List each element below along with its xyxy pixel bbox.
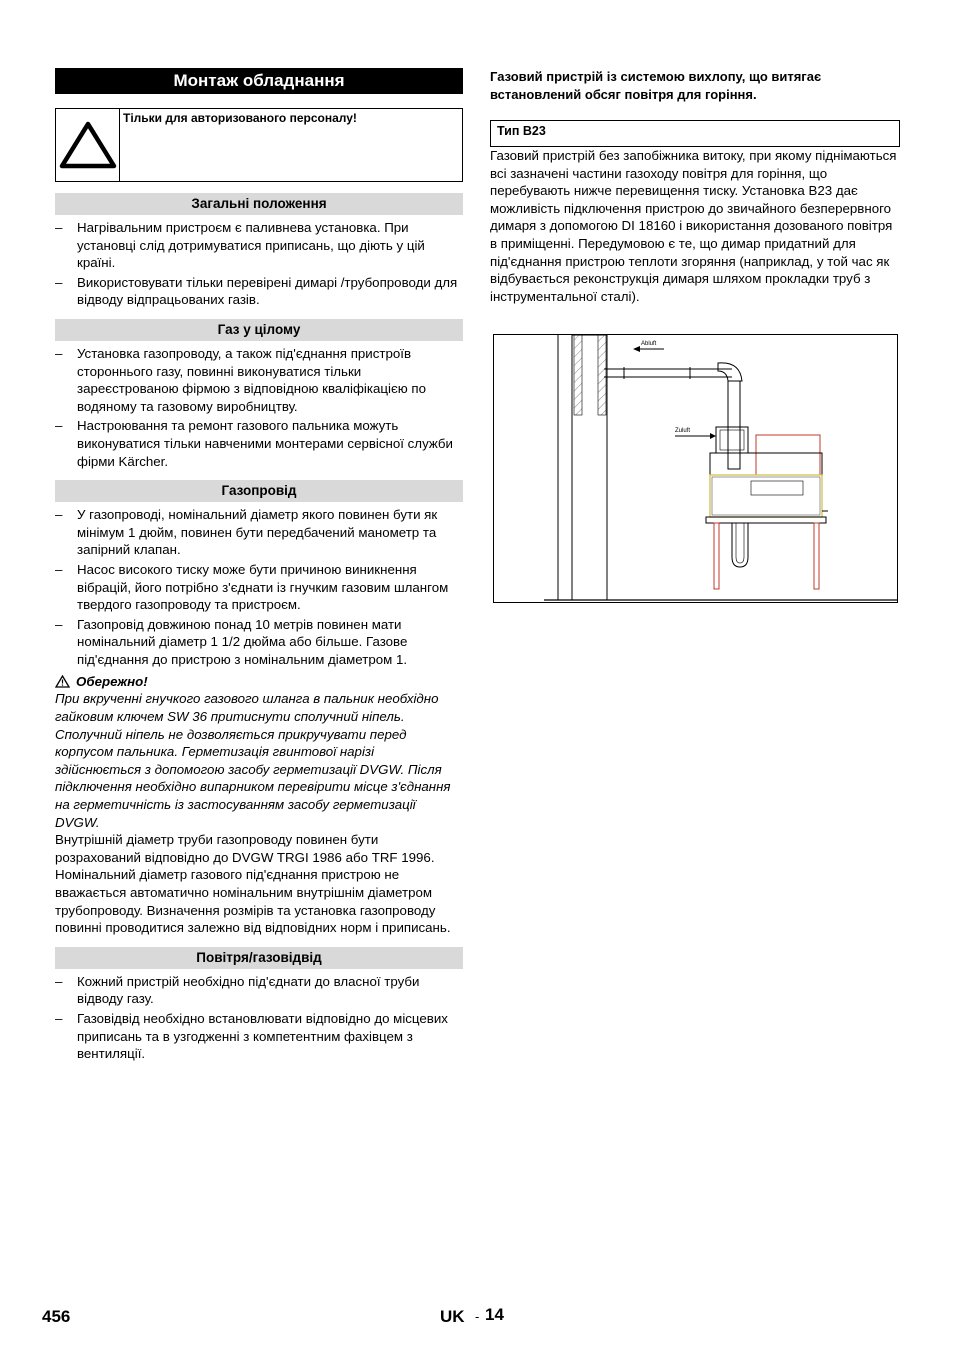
list-item: – Нагрівальним пристроєм є паливнева установка. При установці слід дотримуватися приписань, що діють у цій країні. — [55, 219, 463, 272]
installation-diagram-svg — [494, 335, 897, 602]
list-item: – Установка газопроводу, а також під'єднання пристроїв стороннього газу, повинні виконуватися тільки зареєстрованою фірмою з відповідною кваліфікацією по водяному та газовому виробництву. — [55, 345, 463, 415]
gas-list — [55, 345, 463, 470]
left-column — [55, 68, 463, 1065]
chimney-hatch-right — [598, 335, 606, 415]
coil-pipe — [736, 523, 744, 563]
coil-pipe — [732, 523, 748, 567]
unit-upper — [710, 453, 822, 475]
exhaust-arrow-head — [633, 346, 640, 352]
caution-icon — [55, 675, 70, 688]
intake-label: Zuluft — [675, 428, 691, 434]
control-panel — [751, 481, 803, 495]
installation-diagram — [493, 334, 898, 603]
warning-box — [55, 108, 463, 182]
caution-label: Обережно! — [76, 673, 148, 689]
list-item: – Насос високого тиску може бути причиною виникнення вібрацій, його потрібно з'єднати із гнучким газовим шлангом твердого газопроводу та пристроєм. — [55, 561, 463, 614]
unit-leg-left — [714, 523, 719, 589]
type-description: Газовий пристрій без запобіжника витоку, при якому піднімаються всі зазначені частини газоходу повітря для горіння, що перебувають нижче перевищення тиску. Установка B23 дає можливість підключення пристрою до звичайного безперервного димаря з допомогою DI 18160 і використання дозованого повітря в приміщенні. Передумовою є те, що димар придатний для під'єднання пристрою теплоти згоряння (наприклад, у той час як відбувається реконструкція димаря шляхом прокладки труб з інструментальної сталі). — [490, 148, 897, 304]
warning-text: Тільки для авторизованого персоналу! — [123, 111, 357, 125]
section-heading-general: Загальні положення — [55, 193, 463, 215]
list-item: – Газопровід довжиною понад 10 метрів повинен мати номінальний діаметр 1 1/2 дюйма або більше. Газове під'єднання до пристрою з номінальним діаметром 1. — [55, 616, 463, 669]
unit-body-outline — [712, 477, 820, 515]
control-cabinet — [756, 435, 820, 475]
list-item: – У газопроводі, номінальний діаметр якого повинен бути як мінімум 1 дюйм, повинен бути передбачений манометр та запірний клапан. — [55, 506, 463, 559]
chimney-hatch-left — [574, 335, 582, 415]
general-list — [55, 219, 463, 309]
section-heading-gas-pipe: Газопровід — [55, 480, 463, 502]
type-box: Тип B23 — [490, 120, 900, 147]
diameter-paragraph: Внутрішній діаметр труби газопроводу повинен бути розрахований відповідно до DVGW TRGI 1986 або TRF 1996. Номінальний діаметр газового під'єднання пристрою не вважається автоматично номінальним внутрішнім діаметром трубопроводу. Визначення розмірів та установка газопроводу повинні проводитися залежно від відповідних норм і приписань. — [55, 832, 451, 936]
language-code: UK — [440, 1307, 465, 1326]
burner-box — [716, 427, 748, 453]
right-column — [490, 68, 900, 305]
list-item: – Використовувати тільки перевірені димарі /трубопроводи для відводу відпрацьованих газів. — [55, 274, 463, 309]
list-item: – Кожний пристрій необхідно під'єднати до власної труби відводу газу. — [55, 973, 463, 1008]
warning-triangle-icon — [56, 109, 120, 181]
caution-heading — [55, 672, 463, 690]
section-heading-gas: Газ у цілому — [55, 319, 463, 341]
exhaust-elbow — [718, 363, 742, 381]
footer-separator: - — [475, 1309, 480, 1324]
right-heading: Газовий пристрій із системою вихлопу, що витягає встановлений обсяг повітря для горіння. — [490, 69, 822, 102]
section-page-number: 14 — [485, 1305, 504, 1324]
base-plate — [706, 517, 826, 523]
page-number: 456 — [42, 1307, 71, 1326]
list-item: – Настроювання та ремонт газового пальника можуть виконуватися тільки навченими монтерами сервісної служби фірми Kärcher. — [55, 417, 463, 470]
unit-leg-right — [814, 523, 819, 589]
intake-arrow-head — [710, 433, 716, 439]
caution-text: При вкрученні гнучкого газового шланга в пальник необхідно гайковим ключем SW 36 притиснути сполучний ніпель. Сполучний ніпель не дозволяється прикручувати перед корпусом пальника. Герметизація гвинтової нарізі здійснюється з допомогою засобу герметизації DVGW. Після підключення необхідно випарником перевірити місце з'єднання на герметичність із застосуванням засобу герметизації DVGW. — [55, 691, 451, 830]
list-item: – Газовідвід необхідно встановлювати відповідно до місцевих приписань та в узгодженні з компетентним фахівцем з вентиляції. — [55, 1010, 463, 1063]
exhaust-label: Abluft — [641, 341, 657, 347]
section-heading-air-exhaust: Повітря/газовідвід — [55, 947, 463, 969]
gas-pipe-list — [55, 506, 463, 668]
page-title: Монтаж обладнання — [55, 68, 463, 94]
air-exhaust-list — [55, 973, 463, 1063]
vertical-flue — [728, 381, 740, 469]
